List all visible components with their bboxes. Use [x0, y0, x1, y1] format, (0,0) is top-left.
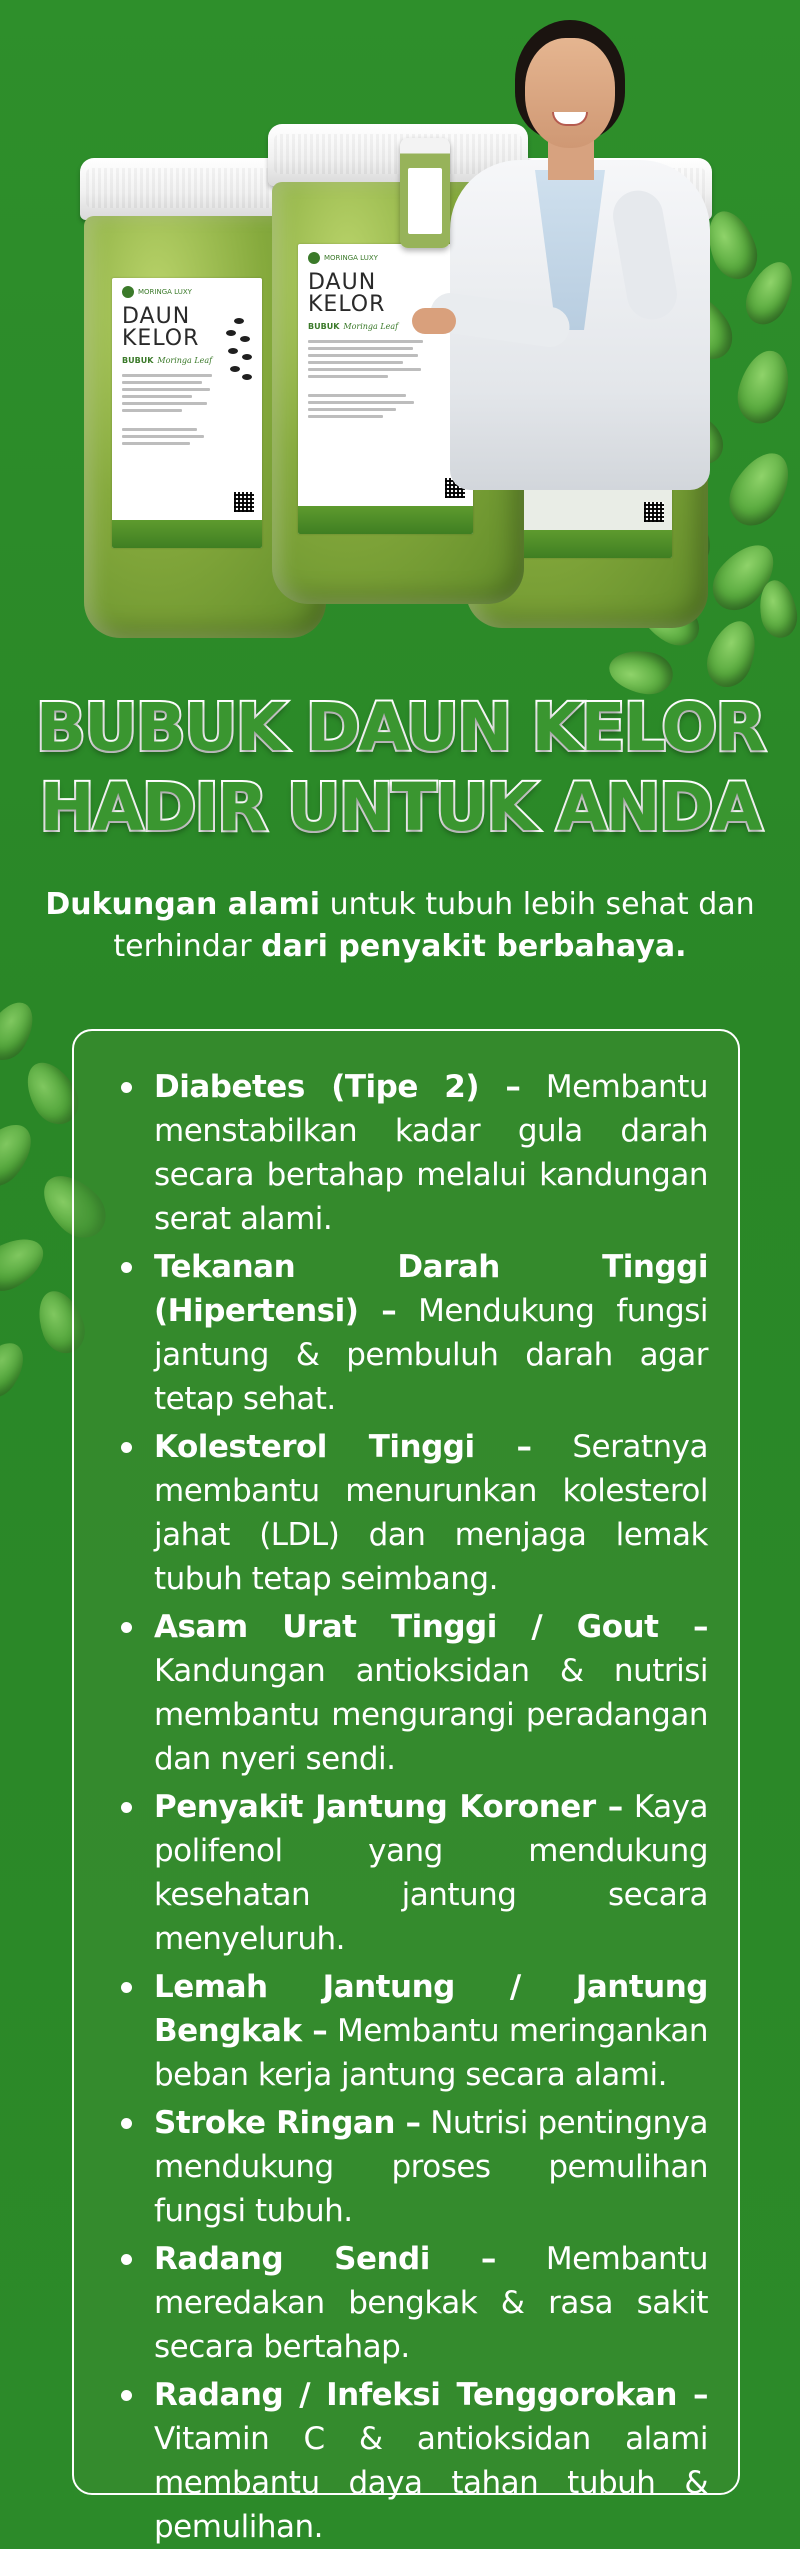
- label-band: [512, 530, 672, 558]
- jar-subtitle: BUBUK Moringa Leaf: [122, 356, 213, 365]
- benefit-title: Lemah Jantung / Jantung Bengkak –: [154, 1969, 708, 2049]
- benefit-title: Kolesterol Tinggi –: [154, 1429, 532, 1465]
- headline-line-2: HADIR UNTUK ANDA: [39, 769, 761, 846]
- bullet-icon: [121, 1262, 132, 1273]
- model-presenter: [430, 20, 720, 490]
- benefit-text: Vitamin C & antioksidan alami membantu daya tahan tubuh & pemulihan.: [154, 2421, 708, 2545]
- benefit-text: Mendukung fungsi jantung & pembuluh darah agar tetap sehat.: [154, 1293, 709, 1417]
- headline: [0, 688, 800, 848]
- benefit-text: Seratnya membantu menurunkan kolesterol jahat (LDL) dan menjaga lemak tubuh tetap seimbang.: [154, 1429, 708, 1597]
- benefit-title: Diabetes (Tipe 2) –: [154, 1069, 521, 1105]
- benefit-item: [74, 1965, 738, 2097]
- jar-description: [308, 340, 433, 422]
- benefit-item: [74, 2101, 738, 2233]
- leaf-logo-icon: [308, 252, 320, 264]
- hero-section: [0, 0, 800, 680]
- bullet-icon: [121, 2390, 132, 2401]
- tagline-bold-2: dari penyakit berbahaya.: [261, 929, 687, 964]
- leaf-logo-icon: [122, 286, 134, 298]
- benefit-title: Asam Urat Tinggi / Gout –: [154, 1609, 708, 1645]
- jar-brand: MORINGA LUXY: [308, 252, 378, 264]
- benefits-panel: [72, 1029, 740, 2545]
- benefit-text: Kaya polifenol yang mendukung kesehatan jantung secara menyeluruh.: [154, 1789, 708, 1957]
- benefit-text: Kandungan antioksidan & nutrisi membantu mengurangi peradangan dan nyeri sendi.: [154, 1653, 708, 1777]
- bullet-icon: [121, 1802, 132, 1813]
- benefit-text: Membantu menstabilkan kadar gula darah secara bertahap melalui kandungan serat alami.: [154, 1069, 708, 1237]
- face: [525, 38, 615, 148]
- benefit-text: Nutrisi pentingnya mendukung proses pemulihan fungsi tubuh.: [154, 2105, 708, 2229]
- bullet-icon: [121, 1082, 132, 1093]
- benefit-title: Radang Sendi –: [154, 2241, 496, 2277]
- benefits-list: [74, 1065, 738, 2549]
- bullet-icon: [121, 2254, 132, 2265]
- benefit-title: Tekanan Darah Tinggi (Hipertensi) –: [154, 1249, 708, 1329]
- held-jar: [400, 138, 450, 248]
- qr-code-icon: [644, 502, 664, 522]
- benefit-item: [74, 1245, 738, 1421]
- benefit-text: Membantu meringankan beban kerja jantung secara alami.: [154, 2013, 709, 2093]
- benefit-text: Membantu meredakan bengkak & rasa sakit secara bertahap.: [154, 2241, 708, 2365]
- benefit-item: [74, 2237, 738, 2369]
- benefit-item: [74, 2373, 738, 2549]
- benefit-item: [74, 1065, 738, 1241]
- benefit-item: [74, 1605, 738, 1781]
- tagline-bold-1: Dukungan alami: [45, 887, 321, 922]
- presenting-hand: [412, 308, 456, 334]
- qr-code-icon: [234, 492, 254, 512]
- tagline-text: untuk tubuh lebih sehat dan terhindar: [113, 887, 755, 964]
- benefit-title: Penyakit Jantung Koroner –: [154, 1789, 623, 1825]
- label-band: [298, 506, 473, 534]
- bullet-icon: [121, 2118, 132, 2129]
- bullet-icon: [121, 1442, 132, 1453]
- headline-line-1: BUBUK DAUN KELOR: [35, 689, 765, 766]
- benefit-item: [74, 1425, 738, 1601]
- benefit-item: [74, 1785, 738, 1961]
- benefit-title: Stroke Ringan –: [154, 2105, 421, 2141]
- jar-brand: MORINGA LUXY: [122, 286, 192, 298]
- label-band: [112, 520, 262, 548]
- jar-title: DAUN KELOR: [122, 304, 200, 351]
- jar-subtitle: BUBUK Moringa Leaf: [308, 322, 399, 331]
- jar-description: [122, 374, 222, 449]
- benefit-title: Radang / Infeksi Tenggorokan –: [154, 2377, 708, 2413]
- tagline: [40, 884, 760, 968]
- bullet-icon: [121, 1982, 132, 1993]
- bullet-icon: [121, 1622, 132, 1633]
- jar-title: DAUN KELOR: [308, 270, 386, 317]
- moringa-sprig-icon: [224, 318, 254, 388]
- jar-label: [112, 278, 262, 548]
